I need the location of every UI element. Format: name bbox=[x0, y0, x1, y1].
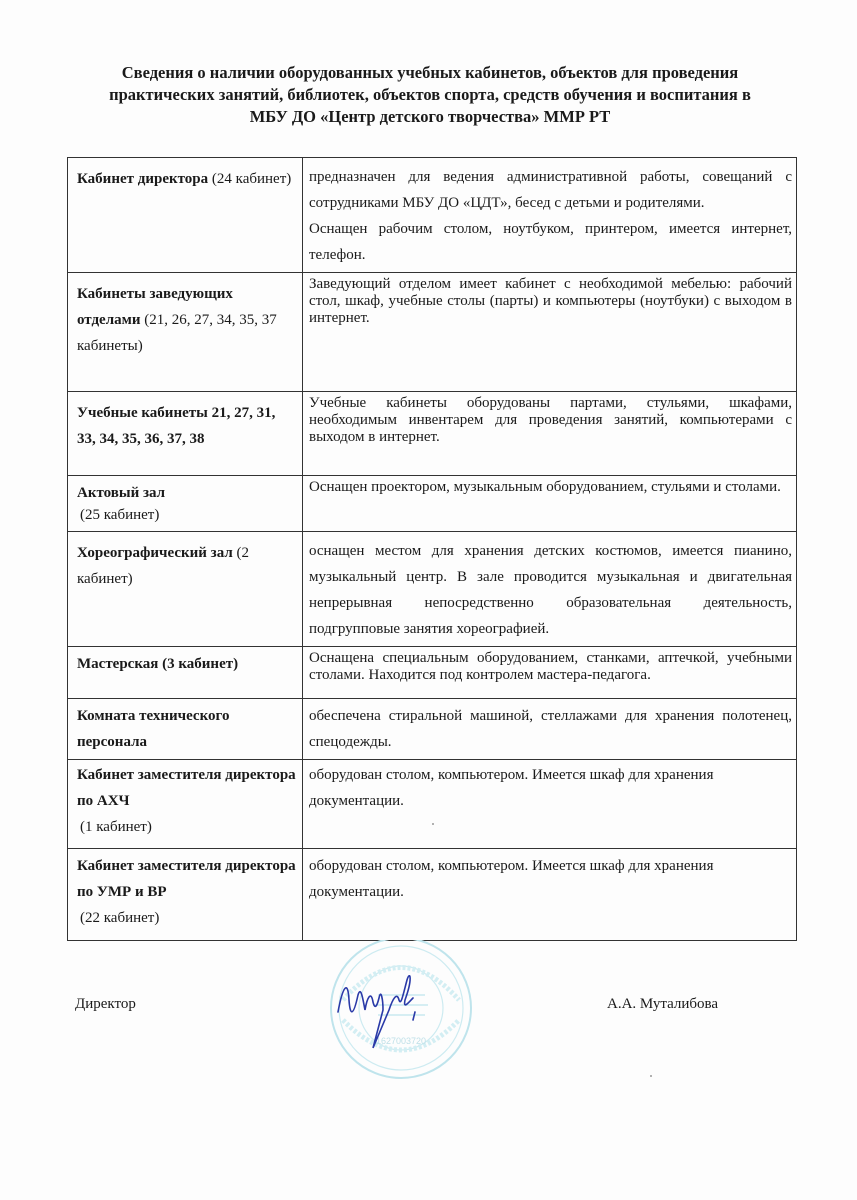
room-description-cell bbox=[303, 699, 797, 760]
title-line: практических занятий, библиотек, объектов спорта, средств обучения и воспитания в bbox=[109, 85, 751, 104]
room-name: Мастерская (3 кабинет) bbox=[77, 656, 239, 672]
table-row bbox=[68, 392, 797, 476]
room-name: Учебные кабинеты 21, 27, 31, 33, 34, 35, 36, 37, 38 bbox=[77, 405, 276, 447]
title-line: МБУ ДО «Центр детского творчества» ММР РТ bbox=[249, 107, 611, 126]
room-name: Кабинеты заведующих отделами bbox=[77, 286, 233, 328]
table-row bbox=[68, 760, 797, 849]
official-stamp bbox=[303, 940, 503, 1080]
room-name-cell bbox=[68, 158, 303, 273]
room-description-cell bbox=[303, 158, 797, 273]
table-row bbox=[68, 699, 797, 760]
room-name: Кабинет заместителя директора по АХЧ bbox=[77, 767, 296, 809]
room-name-cell bbox=[68, 532, 303, 647]
table-row bbox=[68, 476, 797, 532]
room-description-cell bbox=[303, 392, 797, 476]
room-description: Оснащен рабочим столом, ноутбуком, принтером, имеется интернет, телефон. bbox=[309, 221, 792, 263]
room-name-cell bbox=[68, 760, 303, 849]
room-name: Кабинет директора bbox=[77, 171, 209, 187]
room-name-cell bbox=[68, 647, 303, 699]
room-name: Комната технического персонала bbox=[77, 708, 230, 750]
signer-name: А.А. Муталибова bbox=[607, 996, 719, 1012]
room-number: (24 кабинет) bbox=[208, 171, 292, 187]
room-name: Кабинет заместителя директора по УМР и ВР bbox=[77, 858, 296, 900]
room-name: Хореографический зал bbox=[77, 545, 233, 561]
room-description-cell bbox=[303, 476, 797, 532]
room-number: (25 кабинет) bbox=[80, 507, 160, 523]
stamp-icon bbox=[303, 940, 503, 1080]
room-name-cell bbox=[68, 699, 303, 760]
room-name-cell bbox=[68, 849, 303, 941]
table-row bbox=[68, 532, 797, 647]
scan-speck bbox=[432, 823, 434, 825]
room-description: обеспечена стиральной машиной, стеллажами для хранения полотенец, спецодежды. bbox=[309, 708, 792, 750]
table-row bbox=[68, 273, 797, 392]
stamp-number: 1627003720 bbox=[375, 1036, 427, 1046]
room-description-cell bbox=[303, 849, 797, 941]
room-description: Оснащена специальным оборудованием, станками, аптечкой, учебными столами. Находится под контролем мастера-педагога. bbox=[309, 650, 792, 683]
room-description: Заведующий отделом имеет кабинет с необходимой мебелью: рабочий стол, шкаф, учебные столы (парты) и компьютеры (ноутбуки) с выходом в интернет. bbox=[309, 276, 792, 326]
room-description: оснащен местом для хранения детских костюмов, имеется пианино, музыкальный центр. В зале проводится музыкальная и двигательная непрерывная непосредственно образовательная деятельность, подгрупповые занятия хореографией. bbox=[309, 543, 792, 637]
room-description-cell bbox=[303, 760, 797, 849]
scan-speck bbox=[650, 1075, 652, 1077]
room-description: оборудован столом, компьютером. Имеется шкаф для хранения документации. bbox=[309, 767, 714, 809]
room-number: (22 кабинет) bbox=[80, 910, 160, 926]
room-description-cell bbox=[303, 532, 797, 647]
table-row bbox=[68, 849, 797, 941]
room-name-cell bbox=[68, 392, 303, 476]
room-description-cell bbox=[303, 273, 797, 392]
document-title bbox=[60, 62, 800, 128]
room-description: Оснащен проектором, музыкальным оборудованием, стульями и столами. bbox=[309, 479, 781, 495]
table-row bbox=[68, 647, 797, 699]
room-description: оборудован столом, компьютером. Имеется шкаф для хранения документации. bbox=[309, 858, 714, 900]
room-name: Актовый зал bbox=[77, 485, 166, 501]
director-title: Директор bbox=[75, 996, 136, 1012]
room-number: (1 кабинет) bbox=[80, 819, 152, 835]
table-row bbox=[68, 158, 797, 273]
room-name-cell bbox=[68, 476, 303, 532]
title-line: Сведения о наличии оборудованных учебных кабинетов, объектов для проведения bbox=[121, 63, 739, 82]
room-number: (2 кабинет) bbox=[77, 545, 250, 587]
room-description: Учебные кабинеты оборудованы партами, стульями, шкафами, необходимым инвентарем для проведения занятий, компьютерами с выходом в интернет. bbox=[309, 395, 792, 445]
room-number: (21, 26, 27, 34, 35, 37 кабинеты) bbox=[77, 312, 277, 354]
room-description: предназначен для ведения административной работы, совещаний с сотрудниками МБУ ДО «ЦДТ», бесед с детьми и родителями. bbox=[309, 169, 792, 211]
room-name-cell bbox=[68, 273, 303, 392]
room-description-cell bbox=[303, 647, 797, 699]
